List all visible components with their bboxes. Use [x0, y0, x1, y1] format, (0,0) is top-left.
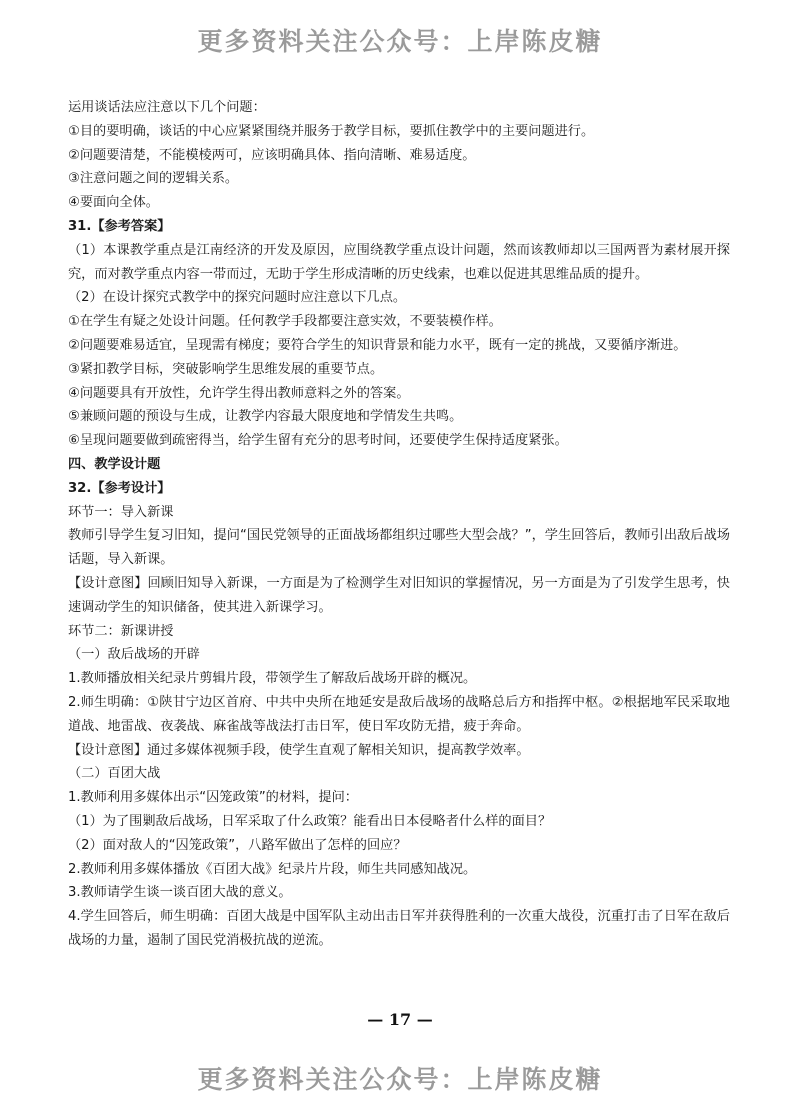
document-body	[66, 96, 730, 953]
text-paragraph: ②问题要难易适宜，呈现需有梯度；要符合学生的知识背景和能力水平，既有一定的挑战，又要循序渐进。	[68, 337, 687, 353]
text-paragraph: （1）本课教学重点是江南经济的开发及原因，应围绕教学重点设计问题，然而该教师却以三国两晋为素材展开探究，而对教学重点内容一带而过，无助于学生形成清晰的历史线索，也难以促进其思维品质的提升。	[68, 242, 730, 282]
text-line: ④问题要具有开放性，允许学生得出教师意料之外的答案。	[68, 385, 410, 401]
text-line: 1.教师利用多媒体出示“囚笼政策”的材料，提问：	[68, 790, 358, 806]
watermark-bottom: 更多资料关注公众号：上岸陈皮糖	[197, 1065, 603, 1094]
text-line: （2）在设计探究式教学中的探究问题时应注意以下几点。	[68, 290, 407, 306]
text-line: 运用谈话法应注意以下几个问题：	[68, 100, 266, 115]
watermark-top: 更多资料关注公众号：上岸陈皮糖	[197, 27, 603, 56]
text-line: 3.教师请学生谈一谈百团大战的意义。	[68, 885, 292, 901]
text-line: 【设计意图】通过多媒体视频手段，使学生直观了解相关知识，提高教学效率。	[68, 742, 530, 758]
text-line: ③紧扣教学目标，突破影响学生思维发展的重要节点。	[68, 361, 384, 377]
text-line: ②问题要清楚，不能模棱两可，应该明确具体、指向清晰、难易适度。	[68, 147, 476, 163]
text-paragraph: 2.师生明确：①陕甘宁边区首府、中共中央所在地延安是敌后战场的战略总后方和指挥中枢。②根据地军民采取地道战、地雷战、夜袭战、麻雀战等战法打击日军，使日军攻防无措，疲于奔命。	[68, 694, 730, 734]
text-line: ①目的要明确，谈话的中心应紧紧围绕并服务于教学目标，要抓住教学中的主要问题进行。	[68, 123, 595, 139]
text-paragraph: 4.学生回答后，师生明确：百团大战是中国军队主动出击日军并获得胜利的一次重大战役，沉重打击了日军在敌后战场的力量，遏制了国民党消极抗战的逆流。	[68, 909, 730, 948]
text-paragraph: 【设计意图】回顾旧知导入新课，一方面是为了检测学生对旧知识的掌握情况，另一方面是为了引发学生思考，快速调动学生的知识储备，使其进入新课学习。	[68, 575, 730, 615]
text-line: 环节二：新课讲授	[68, 623, 174, 639]
text-line: 环节一：导入新课	[68, 504, 174, 520]
text-line: （2）面对敌人的“囚笼政策”，八路军做出了怎样的回应？	[68, 837, 407, 853]
text-line: ④要面向全体。	[68, 195, 159, 211]
page-number: — 17 —	[367, 1010, 433, 1029]
text-line: 1.教师播放相关纪录片剪辑片段，带领学生了解敌后战场开辟的概况。	[68, 671, 477, 687]
text-line: （1）为了围剿敌后战场，日军采取了什么政策？能看出日本侵略者什么样的面目？	[68, 813, 552, 829]
text-line: ⑤兼顾问题的预设与生成，让教学内容最大限度地和学情发生共鸣。	[68, 409, 463, 425]
text-line: ①在学生有疑之处设计问题。任何教学手段都要注意实效，不要装模作样。	[68, 314, 502, 330]
answer-heading-32: 32.【参考设计】	[68, 480, 171, 496]
text-line: ⑥呈现问题要做到疏密得当，给学生留有充分的思考时间，还要使学生保持适度紧张。	[68, 433, 568, 449]
answer-heading-31: 31.【参考答案】	[68, 218, 171, 234]
text-line: ③注意问题之间的逻辑关系。	[68, 171, 239, 187]
text-line: （二）百团大战	[68, 766, 161, 782]
text-paragraph: 教师引导学生复习旧知，提问“国民党领导的正面战场都组织过哪些大型会战？”，学生回答后，教师引出敌后战场话题，导入新课。	[68, 528, 730, 568]
text-line: （一）敌后战场的开辟	[68, 647, 200, 663]
section-heading: 四、教学设计题	[68, 456, 161, 472]
text-line: 2.教师利用多媒体播放《百团大战》纪录片片段，师生共同感知战况。	[68, 861, 477, 877]
